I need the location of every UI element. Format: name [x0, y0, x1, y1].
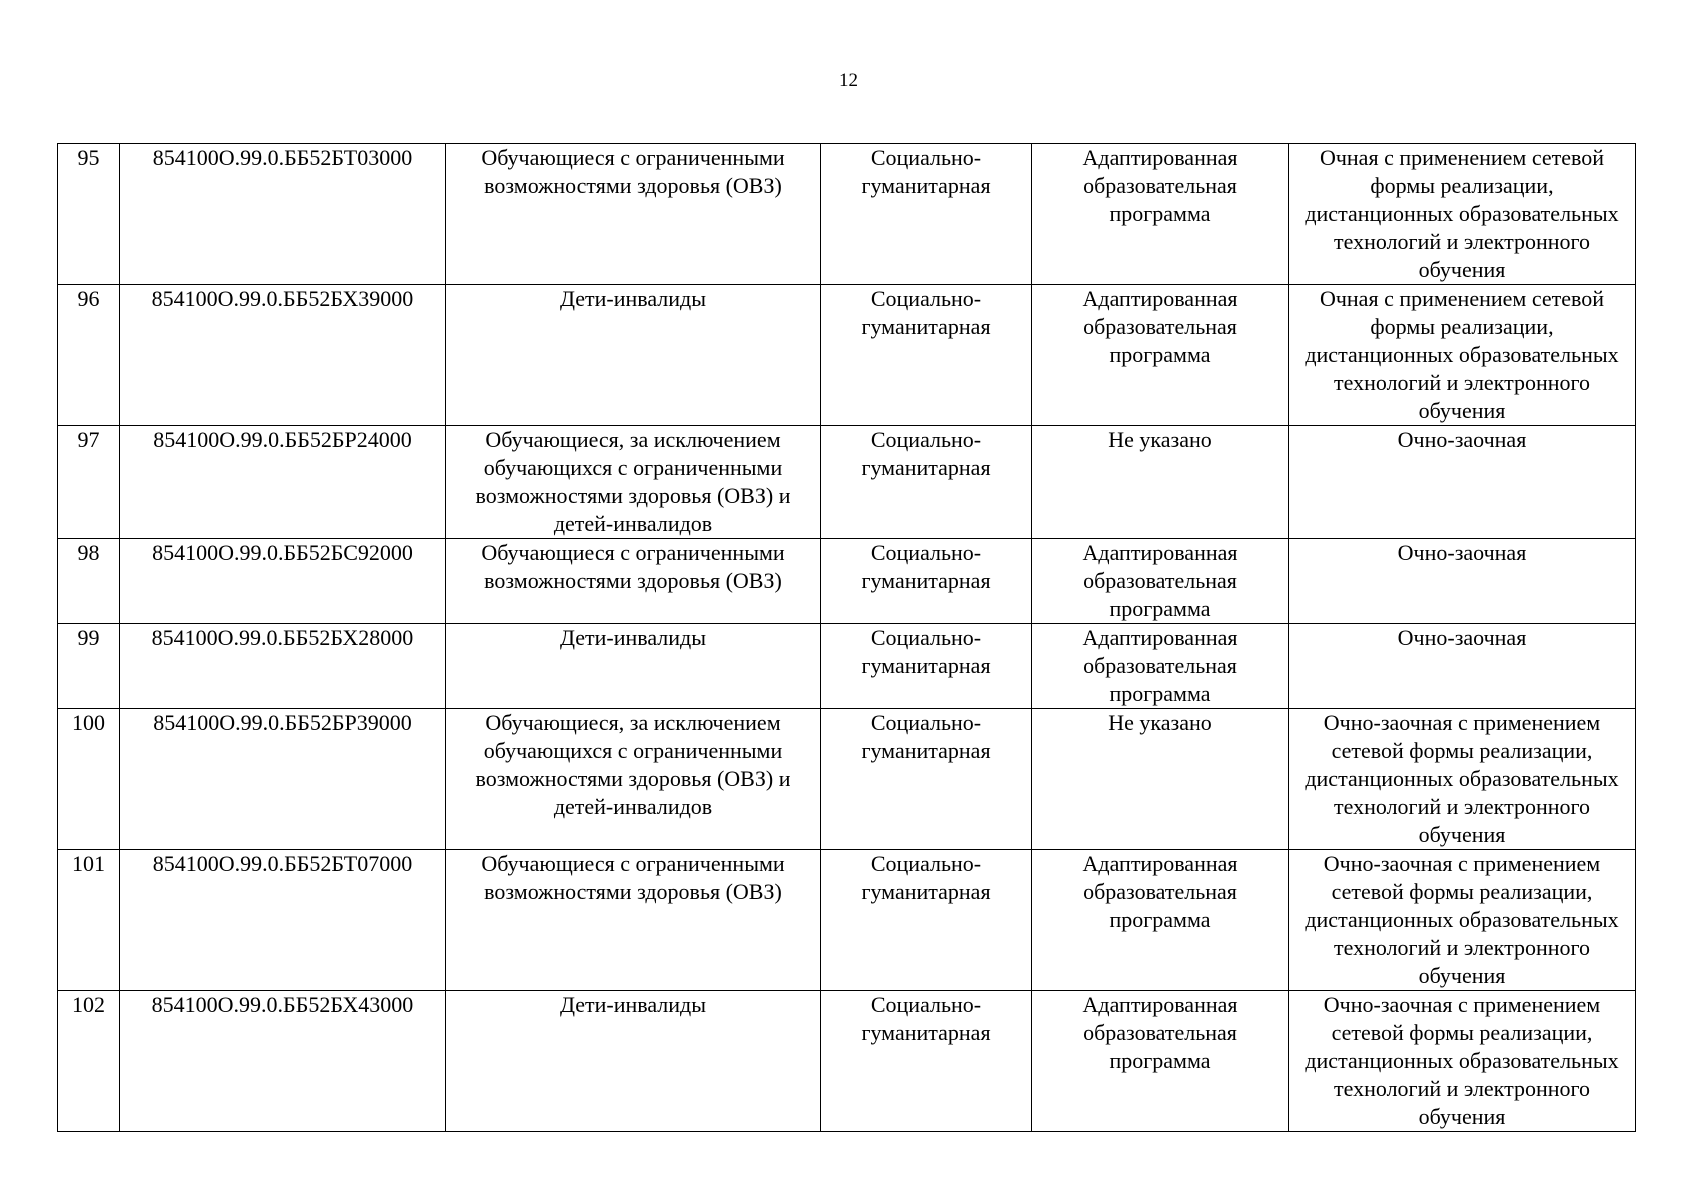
table-row	[58, 624, 1636, 709]
education-form: Очно-заочная	[1289, 539, 1636, 624]
program-type: Не указано	[1032, 709, 1289, 850]
registry-code: 854100О.99.0.ББ52БХ28000	[120, 624, 446, 709]
program-type: Адаптированная образовательная программа	[1032, 850, 1289, 991]
service-registry-table	[57, 143, 1636, 1132]
table-row	[58, 850, 1636, 991]
page-number: 12	[839, 70, 858, 91]
row-number: 99	[58, 624, 120, 709]
student-category: Дети-инвалиды	[446, 285, 821, 426]
student-category: Дети-инвалиды	[446, 991, 821, 1132]
registry-code: 854100О.99.0.ББ52БР39000	[120, 709, 446, 850]
student-category: Обучающиеся, за исключением обучающихся с ограниченными возможностями здоровья (ОВЗ) и детей-инвалидов	[446, 709, 821, 850]
program-focus: Социально-гуманитарная	[821, 709, 1032, 850]
table-row	[58, 539, 1636, 624]
table-row	[58, 426, 1636, 539]
registry-code: 854100О.99.0.ББ52БХ39000	[120, 285, 446, 426]
row-number: 98	[58, 539, 120, 624]
program-type: Адаптированная образовательная программа	[1032, 624, 1289, 709]
student-category: Обучающиеся, за исключением обучающихся с ограниченными возможностями здоровья (ОВЗ) и детей-инвалидов	[446, 426, 821, 539]
row-number: 96	[58, 285, 120, 426]
student-category: Обучающиеся с ограниченными возможностями здоровья (ОВЗ)	[446, 539, 821, 624]
program-focus: Социально-гуманитарная	[821, 624, 1032, 709]
program-type: Адаптированная образовательная программа	[1032, 539, 1289, 624]
program-focus: Социально-гуманитарная	[821, 991, 1032, 1132]
registry-code: 854100О.99.0.ББ52БС92000	[120, 539, 446, 624]
education-form: Очная с применением сетевой формы реализации, дистанционных образовательных технологий и электронного обучения	[1289, 285, 1636, 426]
row-number: 101	[58, 850, 120, 991]
row-number: 95	[58, 144, 120, 285]
education-form: Очно-заочная с применением сетевой формы реализации, дистанционных образовательных технологий и электронного обучения	[1289, 991, 1636, 1132]
program-type: Адаптированная образовательная программа	[1032, 144, 1289, 285]
registry-code: 854100О.99.0.ББ52БР24000	[120, 426, 446, 539]
row-number: 100	[58, 709, 120, 850]
student-category: Дети-инвалиды	[446, 624, 821, 709]
education-form: Очно-заочная	[1289, 624, 1636, 709]
registry-code: 854100О.99.0.ББ52БТ07000	[120, 850, 446, 991]
row-number: 97	[58, 426, 120, 539]
program-focus: Социально-гуманитарная	[821, 426, 1032, 539]
program-focus: Социально-гуманитарная	[821, 850, 1032, 991]
table-row	[58, 144, 1636, 285]
row-number: 102	[58, 991, 120, 1132]
program-focus: Социально-гуманитарная	[821, 144, 1032, 285]
registry-code: 854100О.99.0.ББ52БТ03000	[120, 144, 446, 285]
table-row	[58, 991, 1636, 1132]
registry-code: 854100О.99.0.ББ52БХ43000	[120, 991, 446, 1132]
table-row	[58, 285, 1636, 426]
program-type: Не указано	[1032, 426, 1289, 539]
student-category: Обучающиеся с ограниченными возможностями здоровья (ОВЗ)	[446, 850, 821, 991]
education-form: Очно-заочная	[1289, 426, 1636, 539]
student-category: Обучающиеся с ограниченными возможностями здоровья (ОВЗ)	[446, 144, 821, 285]
education-form: Очно-заочная с применением сетевой формы реализации, дистанционных образовательных технологий и электронного обучения	[1289, 850, 1636, 991]
education-form: Очно-заочная с применением сетевой формы реализации, дистанционных образовательных технологий и электронного обучения	[1289, 709, 1636, 850]
table-row	[58, 709, 1636, 850]
education-form: Очная с применением сетевой формы реализации, дистанционных образовательных технологий и электронного обучения	[1289, 144, 1636, 285]
program-type: Адаптированная образовательная программа	[1032, 991, 1289, 1132]
program-focus: Социально-гуманитарная	[821, 539, 1032, 624]
program-focus: Социально-гуманитарная	[821, 285, 1032, 426]
program-type: Адаптированная образовательная программа	[1032, 285, 1289, 426]
